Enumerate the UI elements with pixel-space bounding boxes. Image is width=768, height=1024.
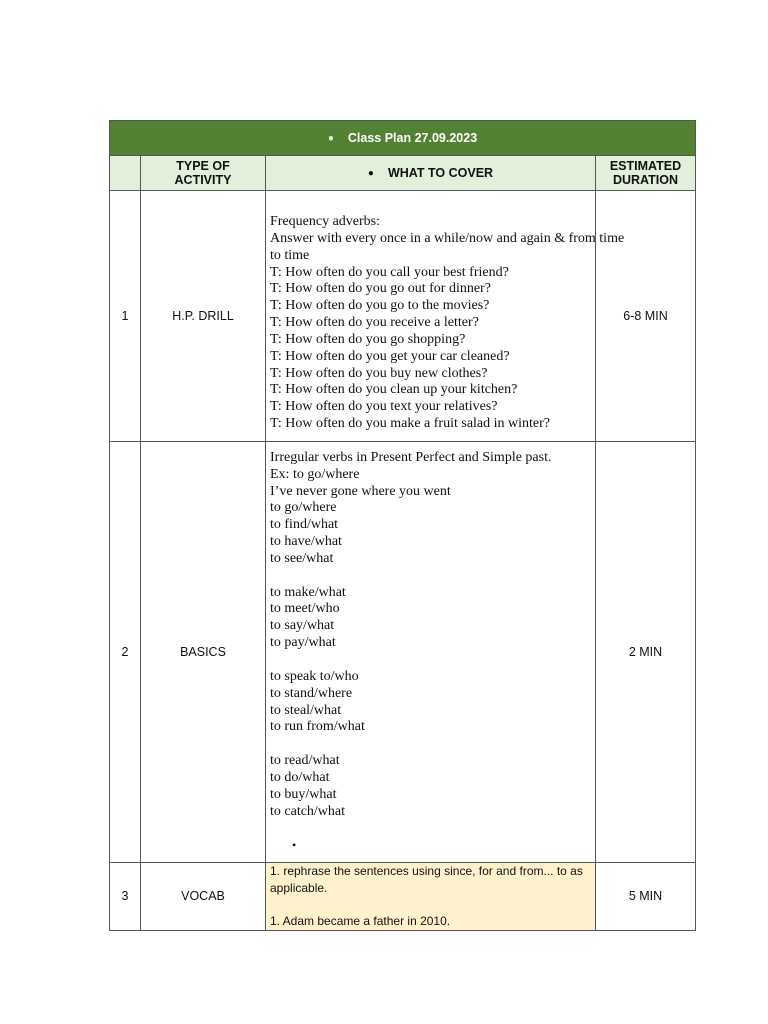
cover-line: to run from/what bbox=[270, 719, 365, 735]
cover-line: to go/where bbox=[270, 500, 337, 516]
table-row bbox=[110, 863, 696, 931]
cover-content bbox=[266, 863, 596, 931]
cover-line: 1. rephrase the sentences using since, for and from... to as applicable. bbox=[270, 864, 583, 895]
cover-line: to read/what bbox=[270, 753, 340, 769]
cover-line: to meet/who bbox=[270, 601, 340, 617]
cover-line: Irregular verbs in Present Perfect and Simple past. bbox=[270, 449, 552, 465]
cover-line: 1. Adam became a father in 2010. bbox=[270, 913, 451, 928]
cover-line: to steal/what bbox=[270, 702, 342, 718]
cover-line: to do/what bbox=[270, 769, 330, 785]
table-title-cell bbox=[110, 121, 696, 156]
cover-content bbox=[266, 191, 625, 442]
cover-line: T: How often do you clean up your kitchen? bbox=[270, 382, 518, 398]
cover-line: I’ve never gone where you went bbox=[270, 483, 451, 499]
cover-line: T: How often do you go shopping? bbox=[270, 331, 466, 347]
cover-line: to time bbox=[270, 247, 310, 263]
cover-line: Frequency adverbs: bbox=[270, 214, 381, 230]
class-plan-table bbox=[109, 120, 696, 931]
cover-line bbox=[270, 568, 595, 585]
cover-line bbox=[270, 652, 595, 669]
cover-line: T: How often do you text your relatives? bbox=[270, 399, 498, 415]
header-what-to-cover: ● WHAT TO COVER bbox=[266, 156, 596, 191]
estimated-duration: 2 MIN bbox=[596, 442, 696, 863]
cover-line: to have/what bbox=[270, 534, 342, 550]
table-row bbox=[110, 442, 696, 863]
bullet-icon: ● bbox=[367, 167, 374, 179]
cover-line: to make/what bbox=[270, 584, 346, 600]
cover-content bbox=[266, 442, 596, 863]
estimated-duration: 6-8 MIN bbox=[596, 191, 696, 442]
cover-line: T: How often do you go out for dinner? bbox=[270, 281, 491, 297]
cover-line: T: How often do you make a fruit salad in winter? bbox=[270, 416, 550, 432]
row-number: 2 bbox=[110, 442, 141, 863]
cover-line bbox=[270, 736, 595, 753]
row-number: 3 bbox=[110, 863, 141, 931]
title-row bbox=[110, 121, 696, 156]
bullet-icon: ● bbox=[327, 133, 334, 144]
cover-line: T: How often do you go to the movies? bbox=[270, 298, 490, 314]
cover-line: to say/what bbox=[270, 618, 335, 634]
cover-line: Answer with every once in a while/now and again & from time bbox=[270, 230, 625, 246]
activity-type: VOCAB bbox=[141, 863, 266, 931]
activity-type: BASICS bbox=[141, 442, 266, 863]
table-row bbox=[110, 191, 696, 442]
header-row bbox=[110, 156, 696, 191]
cover-line: T: How often do you get your car cleaned? bbox=[270, 348, 510, 364]
row-number: 1 bbox=[110, 191, 141, 442]
activity-type: H.P. DRILL bbox=[141, 191, 266, 442]
cover-line: to see/what bbox=[270, 550, 334, 566]
bullet-icon: • bbox=[292, 838, 297, 853]
cover-line: T: How often do you receive a letter? bbox=[270, 315, 479, 331]
cover-line: to stand/where bbox=[270, 685, 353, 701]
cover-line: to speak to/who bbox=[270, 668, 359, 684]
cover-line: to buy/what bbox=[270, 786, 337, 802]
cover-line: to find/what bbox=[270, 517, 339, 533]
header-type-of-activity: TYPE OF ACTIVITY bbox=[141, 156, 266, 191]
cover-line: to catch/what bbox=[270, 803, 346, 819]
cover-line: T: How often do you call your best friend? bbox=[270, 264, 509, 280]
cover-line bbox=[270, 896, 595, 913]
cover-line: T: How often do you buy new clothes? bbox=[270, 365, 488, 381]
cover-line: to pay/what bbox=[270, 635, 336, 651]
table-title: Class Plan 27.09.2023 bbox=[347, 131, 478, 145]
header-estimated-duration: ESTIMATED DURATION bbox=[596, 156, 696, 191]
cover-line: Ex: to go/where bbox=[270, 466, 360, 482]
spacer-line bbox=[270, 820, 595, 837]
estimated-duration: 5 MIN bbox=[596, 863, 696, 931]
header-number-cell bbox=[110, 156, 141, 191]
